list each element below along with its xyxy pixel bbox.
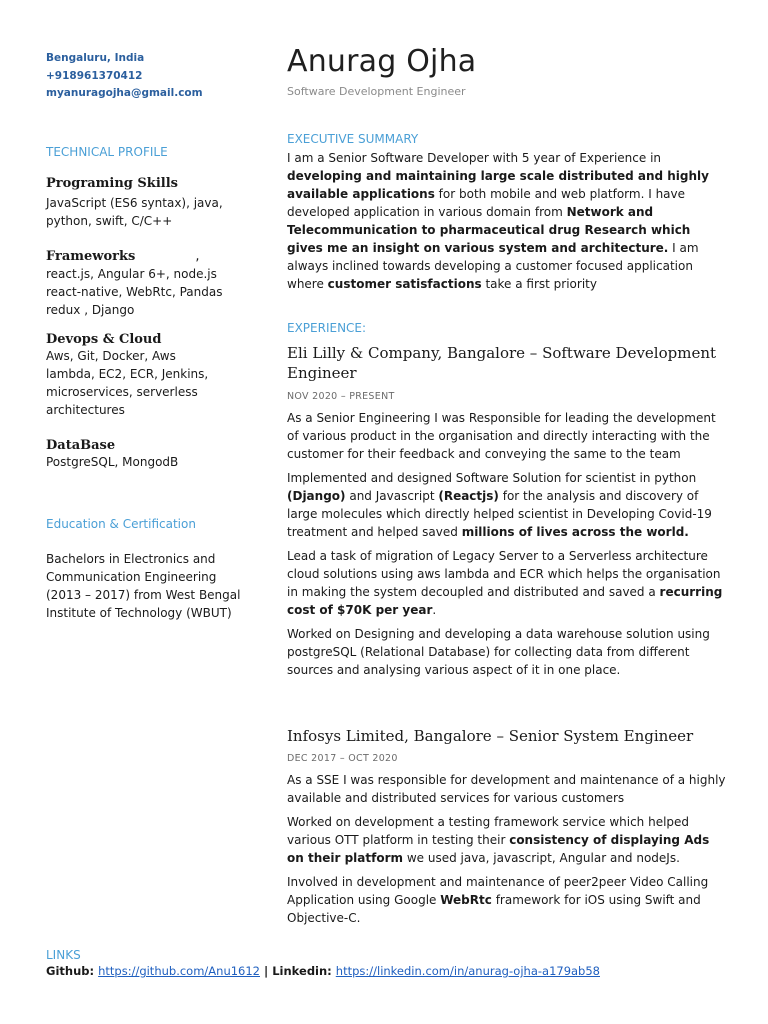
summary-bold-2: Network and Telecommunication to pharmaceutical drug Research which gives me an insight on various system and architecture.	[287, 205, 691, 255]
summary-text-1: I am a Senior Software Developer with 5 year of Experience in	[287, 151, 662, 165]
frameworks-label: Frameworks	[46, 249, 136, 264]
job-infosys	[287, 726, 727, 933]
job-paragraph: Involved in development and maintenance of peer2peer Video Calling Application using Google WebRtc framework for iOS using Swift and Objective-C.	[287, 875, 709, 925]
frameworks-section	[46, 249, 246, 319]
github-link[interactable]: https://github.com/Anu1612	[98, 964, 260, 978]
education-heading: Education & Certification	[46, 517, 196, 531]
job-title: Infosys Limited, Bangalore – Senior System Engineer	[287, 727, 694, 745]
linkedin-label: Linkedin:	[272, 964, 336, 978]
summary-text-3: I am always inclined towards developing a customer focused application where	[287, 241, 699, 291]
job-paragraph: As a Senior Engineering I was Responsible for leading the development of various product in the organisation and directly interacting with the customer for their feedback and conveying the same to the team	[287, 411, 716, 461]
devops-section	[46, 332, 246, 419]
frameworks-body: react.js, Angular 6+, node.js react-native, WebRtc, Pandas redux , Django	[46, 267, 223, 317]
summary-bold-3: customer satisfactions	[327, 277, 482, 291]
summary-text-2: for both mobile and web platform. I have developed application in various domain from	[287, 187, 686, 219]
devops-label: Devops & Cloud	[46, 332, 162, 347]
frameworks-comma: ,	[195, 249, 200, 264]
github-label: Github:	[46, 964, 99, 978]
job-dates: NOV 2020 – PRESENT	[287, 391, 395, 402]
job-title: Eli Lilly & Company, Bangalore – Software Development Engineer	[287, 344, 717, 382]
links-row	[46, 962, 600, 980]
technical-profile-heading: TECHNICAL PROFILE	[46, 145, 168, 159]
job-eli-lilly	[287, 343, 727, 685]
database-body: PostgreSQL, MongodB	[46, 455, 179, 469]
experience-heading: EXPERIENCE:	[287, 321, 367, 335]
programming-skills-label: Programing Skills	[46, 176, 178, 191]
candidate-title: Software Development Engineer	[287, 85, 466, 98]
link-separator: |	[260, 964, 273, 978]
programming-skills-body: JavaScript (ES6 syntax), java, python, swift, C/C++	[46, 196, 223, 228]
links-heading: LINKS	[46, 948, 81, 962]
summary-text-4: take a first priority	[481, 277, 597, 291]
contact-location: Bengaluru, India	[46, 52, 145, 64]
links-section	[46, 948, 600, 980]
job-paragraph: Worked on development a testing framework service which helped various OTT platform in testing their consistency of displaying Ads on their platform we used java, javascript, Angular and nodeJs.	[287, 815, 710, 865]
job-paragraph: Implemented and designed Software Solution for scientist in python (Django) and Javascript (Reactjs) for the analysis and discovery of large molecules which directly helped scientist in Developing Covid-19 treatment and helped saved millions of lives across the world.	[287, 471, 712, 539]
executive-summary-body	[287, 149, 727, 293]
job-dates: DEC 2017 – OCT 2020	[287, 753, 398, 764]
linkedin-link[interactable]: https://linkedin.com/in/anurag-ojha-a179ab58	[335, 964, 600, 978]
contact-block	[46, 50, 203, 103]
candidate-name: Anurag Ojha	[287, 44, 477, 79]
frameworks-label-row	[46, 249, 246, 264]
education-body: Bachelors in Electronics and Communication Engineering (2013 – 2017) from West Bengal Institute of Technology (WBUT)	[46, 552, 241, 620]
database-label: DataBase	[46, 438, 116, 453]
job-paragraph: As a SSE I was responsible for development and maintenance of a highly available and distributed services for various customers	[287, 773, 726, 805]
contact-phone[interactable]: +918961370412	[46, 69, 143, 82]
contact-email[interactable]: myanuragojha@gmail.com	[46, 87, 203, 99]
job-paragraph: Lead a task of migration of Legacy Server to a Serverless architecture cloud solutions using aws lambda and ECR which helps the organisation in making the system decoupled and distributed and saved a recurring cost of $70K per year.	[287, 549, 723, 617]
executive-summary-heading: EXECUTIVE SUMMARY	[287, 132, 419, 146]
programming-skills-section	[46, 176, 246, 230]
summary-bold-1: developing and maintaining large scale distributed and highly available applications	[287, 169, 709, 201]
job-paragraph: Worked on Designing and developing a data warehouse solution using postgreSQL (Relational Database) for collecting data from different sources and analysing various aspect of it in one place.	[287, 627, 710, 677]
devops-body: Aws, Git, Docker, Aws lambda, EC2, ECR, Jenkins, microservices, serverless architectures	[46, 349, 209, 417]
database-section	[46, 438, 246, 471]
